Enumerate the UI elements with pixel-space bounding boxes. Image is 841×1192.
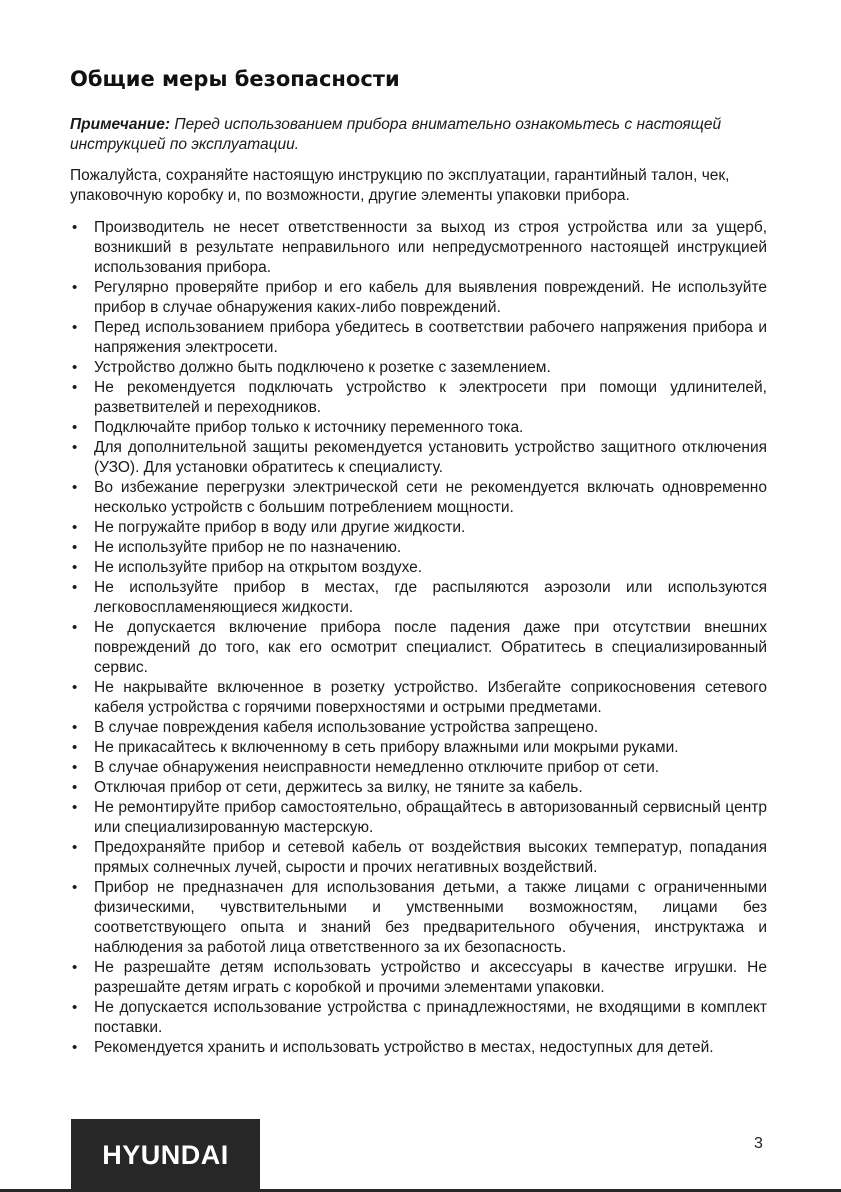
bullet-icon: • [72,539,78,556]
bullet-icon: • [72,279,78,296]
safety-rule-item [70,278,767,318]
safety-rule-item [70,618,767,678]
safety-rule-text: Не используйте прибор в местах, где распыляются аэрозоли или используются легковоспламеняющиеся жидкости. [94,579,767,616]
safety-rule-item [70,478,767,518]
safety-rule-item [70,878,767,958]
bullet-icon: • [72,559,78,576]
safety-rule-text: Во избежание перегрузки электрической сети не рекомендуется включать одновременно несколько устройств с большим потреблением мощности. [94,479,767,516]
brand-logo-text: HYUNDAI [102,1140,229,1170]
page-title: Общие меры безопасности [70,67,400,91]
bullet-icon: • [72,419,78,436]
bullet-icon: • [72,579,78,596]
safety-rule-item [70,418,767,438]
safety-rule-item [70,738,767,758]
intro-paragraph: Пожалуйста, сохраняйте настоящую инструкцию по эксплуатации, гарантийный талон, чек, упаковочную коробку и, по возможности, другие элементы упаковки прибора. [70,167,730,204]
page-number: 3 [754,1135,763,1152]
bullet-icon: • [72,1039,78,1056]
note-paragraph [70,115,767,155]
bullet-icon: • [72,959,78,976]
safety-rule-item [70,678,767,718]
bullet-icon: • [72,799,78,816]
bullet-icon: • [72,479,78,496]
safety-rule-item [70,718,767,738]
bullet-icon: • [72,779,78,796]
bullet-icon: • [72,759,78,776]
safety-rule-item [70,1038,767,1058]
note-text: Перед использованием прибора внимательно ознакомьтесь с настоящей инструкцией по эксплуатации. [70,116,722,153]
safety-rule-item [70,958,767,998]
safety-rule-item [70,318,767,358]
safety-rule-item [70,358,767,378]
safety-rule-text: Устройство должно быть подключено к розетке с заземлением. [94,359,551,376]
bullet-icon: • [72,839,78,856]
safety-rule-item [70,538,767,558]
safety-rule-text: Не ремонтируйте прибор самостоятельно, обращайтесь в авторизованный сервисный центр или специализированную мастерскую. [94,799,767,836]
safety-rule-item [70,758,767,778]
safety-rule-text: Не разрешайте детям использовать устройство и аксессуары в качестве игрушки. Не разрешайте детям играть с коробкой и прочими элементами упаковки. [94,959,767,996]
safety-rule-text: Предохраняйте прибор и сетевой кабель от воздействия высоких температур, попадания прямых солнечных лучей, сырости и прочих негативных воздействий. [94,839,767,876]
safety-rule-text: Прибор не предназначен для использования детьми, а также лицами с ограниченными физическими, чувствительными и умственными возможностям, лицами без соответствующего опыта и знаний без предварительного обучения, инструктажа и наблюдения за работой лица ответственного за их безопасность. [94,879,767,956]
bullet-icon: • [72,379,78,396]
note-label: Примечание: [70,116,171,133]
safety-rule-text: Производитель не несет ответственности за выход из строя устройства или за ущерб, возникший в результате неправильного или непредусмотренного настоящей инструкцией использования прибора. [94,219,767,276]
safety-rule-text: В случае обнаружения неисправности немедленно отключите прибор от сети. [94,759,660,776]
safety-rule-text: Не рекомендуется подключать устройство к электросети при помощи удлинителей, разветвителей и переходников. [94,379,767,416]
safety-rule-text: Регулярно проверяйте прибор и его кабель для выявления повреждений. Не используйте прибор в случае обнаружения каких-либо повреждений. [94,279,767,316]
safety-rule-text: Не погружайте прибор в воду или другие жидкости. [94,519,466,536]
safety-rule-item [70,778,767,798]
safety-rule-item [70,558,767,578]
bullet-icon: • [72,739,78,756]
safety-rule-item [70,438,767,478]
safety-rule-item [70,518,767,538]
bullet-icon: • [72,519,78,536]
safety-rule-item [70,798,767,838]
bullet-icon: • [72,359,78,376]
safety-rule-text: Не используйте прибор не по назначению. [94,539,402,556]
bullet-icon: • [72,999,78,1016]
safety-rules-list [70,218,767,1058]
safety-rule-text: Перед использованием прибора убедитесь в соответствии рабочего напряжения прибора и напряжения электросети. [94,319,767,356]
bullet-icon: • [72,719,78,736]
bullet-icon: • [72,619,78,636]
bullet-icon: • [72,879,78,896]
safety-rule-item [70,578,767,618]
brand-logo [71,1119,260,1192]
safety-rule-text: Не используйте прибор на открытом воздухе. [94,559,423,576]
safety-rule-text: Подключайте прибор только к источнику переменного тока. [94,419,524,436]
safety-rule-text: Не допускается включение прибора после падения даже при отсутствии внешних повреждений до того, как его осмотрит специалист. Обратитесь в специализированный сервис. [94,619,767,676]
safety-rule-text: Не допускается использование устройства с принадлежностями, не входящими в комплект поставки. [94,999,767,1036]
bullet-icon: • [72,679,78,696]
bullet-icon: • [72,319,78,336]
safety-rule-item [70,218,767,278]
safety-rule-text: Отключая прибор от сети, держитесь за вилку, не тяните за кабель. [94,779,583,796]
safety-rule-text: В случае повреждения кабеля использование устройства запрещено. [94,719,599,736]
bullet-icon: • [72,219,78,236]
safety-rule-item [70,838,767,878]
safety-rule-text: Не накрывайте включенное в розетку устройство. Избегайте соприкосновения сетевого кабеля устройства с горячими поверхностями и острыми предметами. [94,679,767,716]
safety-rule-item [70,378,767,418]
safety-rule-item [70,998,767,1038]
safety-rule-text: Не прикасайтесь к включенному в сеть прибору влажными или мокрыми руками. [94,739,679,756]
safety-rule-text: Рекомендуется хранить и использовать устройство в местах, недоступных для детей. [94,1039,714,1056]
bullet-icon: • [72,439,78,456]
safety-rule-text: Для дополнительной защиты рекомендуется установить устройство защитного отключения (УЗО). Для установки обратитесь к специалисту. [94,439,767,476]
